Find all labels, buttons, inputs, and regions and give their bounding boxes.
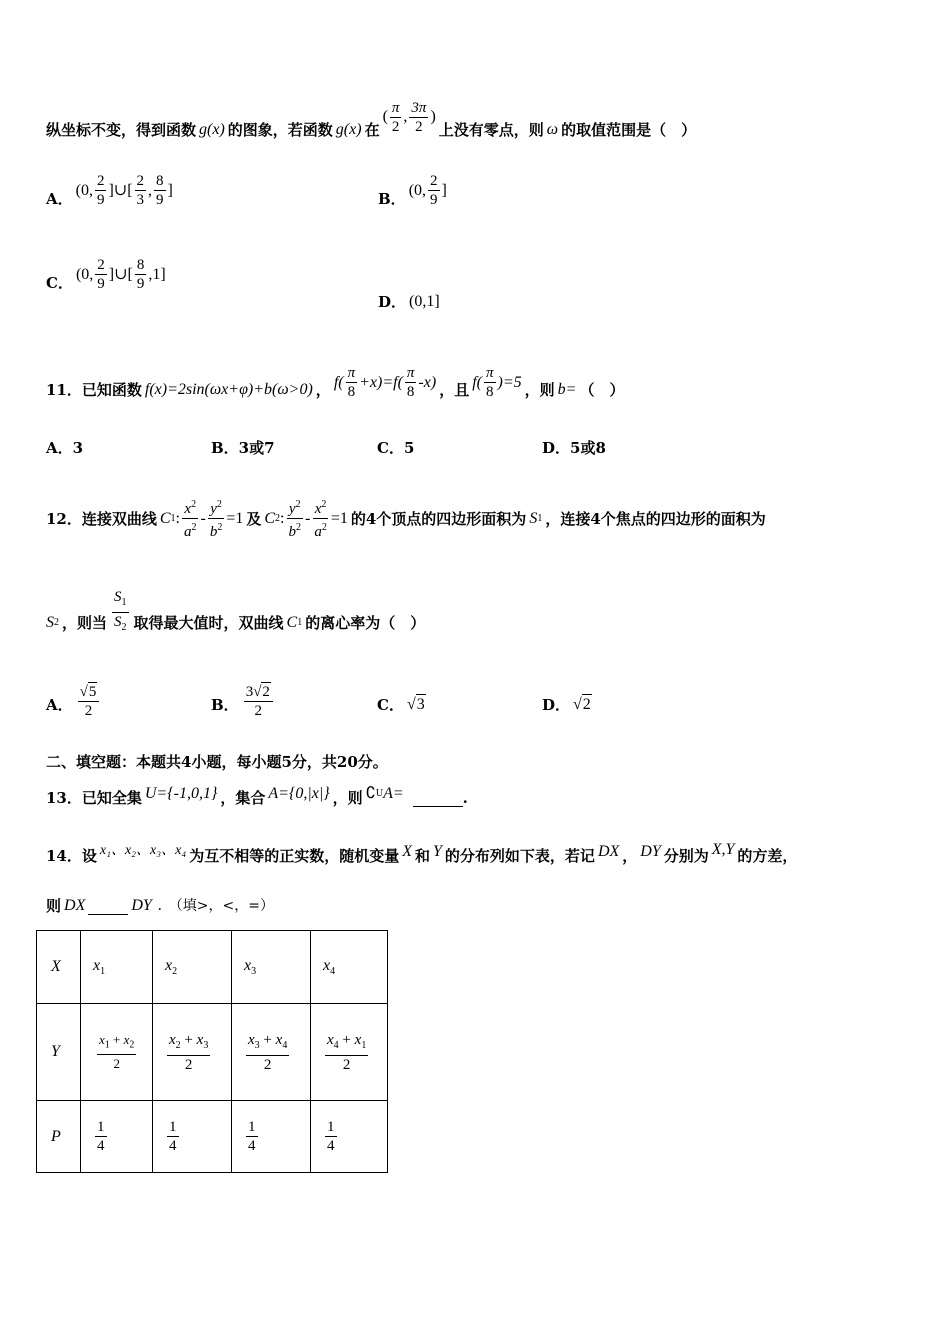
q11-option-b[interactable]: B．3或7 [211, 439, 275, 457]
q12-text-5: 的离心率为（ ） [305, 613, 426, 632]
q11-label: 11．已知函数 [46, 380, 142, 399]
q10-frac-pi-2: $\frac{\pi}{2}$ [391, 99, 400, 135]
table-row [37, 1101, 388, 1173]
q14-variables: x₁、x₂、x₃、x₄ [99, 843, 187, 858]
q12-text-4: 取得最大值时，双曲线 [133, 613, 284, 632]
option-letter: D． [378, 293, 407, 311]
option-a-math: (0, $\frac{2}{9}$ ]∪[ $\frac{2}{3}$ , $\frac{8}{9}$ ] [75, 173, 173, 208]
q13-complement: ∁ U A= [365, 785, 404, 802]
table-cell: $x_4$ [311, 931, 388, 1004]
table-header-y: Y [37, 1004, 81, 1101]
table-cell: $x_1$ [81, 931, 153, 1004]
q14-then: 则 [46, 897, 62, 915]
table-cell: $\frac{1}{4}$ [153, 1101, 232, 1173]
q11-option-a[interactable]: A．3 [46, 439, 84, 457]
q12-text-1: 的4个顶点的四边形面积为 [350, 509, 527, 528]
q12-label: 12．连接双曲线 [46, 509, 157, 528]
q14-dx: DX [597, 843, 620, 860]
option-letter: A． [46, 696, 73, 714]
q11-var-b: b= [557, 380, 577, 398]
q10-option-d[interactable] [378, 292, 443, 312]
q12-option-d[interactable] [542, 694, 595, 715]
q12-hyperbola-c1: C 1 : $\frac{x^2}{a^2}$ - $\frac{y^2}{b^2}$ =1 [160, 496, 243, 541]
q13-universal-set: U={-1,0,1} [144, 785, 218, 802]
q11-sep: ，则 [524, 380, 555, 399]
q14-dx-2: DX [64, 897, 86, 914]
q13-label: 13．已知全集 [46, 789, 142, 807]
q10-option-a[interactable] [46, 173, 176, 209]
q10-option-c[interactable] [46, 257, 169, 293]
table-row [37, 1004, 388, 1101]
q14-xy: X,Y [711, 841, 735, 858]
q14-text-5: 分别为 [663, 847, 709, 865]
q13-answer-blank[interactable] [413, 790, 463, 807]
table-cell: $x_2$ [153, 931, 232, 1004]
q12-c1: C 1 [286, 613, 303, 631]
option-letter: C． [46, 273, 73, 292]
option-d-math: (0,1] [409, 293, 440, 310]
table-cell: $\frac{x_1 + x_2}{2}$ [81, 1004, 153, 1101]
q12-text-3: ，则当 [62, 613, 108, 632]
option-c-math: √ 3 [406, 696, 425, 713]
q12-stem-line-2 [46, 589, 426, 637]
table-cell: $\frac{x_2 + x_3}{2}$ [153, 1004, 232, 1101]
q10-text-4: 上没有零点，则 [438, 121, 544, 139]
table-header-p: P [37, 1101, 81, 1173]
option-c-math: (0, $\frac{2}{9}$ ]∪[ $\frac{8}{9}$ ,1] [75, 257, 166, 292]
q14-text-1: 为互不相等的正实数，随机变量 [189, 847, 400, 865]
q14-text-3: 的分布列如下表，若记 [444, 847, 595, 865]
option-letter: B． [378, 189, 406, 208]
q11-sep: ， [315, 380, 331, 399]
q11-stem [46, 365, 625, 401]
q14-stem-line-2 [46, 896, 274, 916]
option-letter: B． [211, 696, 239, 714]
q10-text-3: 在 [364, 121, 380, 139]
q12-s1: S 1 [529, 509, 543, 527]
table-cell: $x_3$ [232, 931, 311, 1004]
table-header-x: X [37, 931, 81, 1004]
q12-s2: S 2 [46, 613, 59, 631]
q11-option-d[interactable]: D．5或8 [542, 439, 606, 457]
q12-option-c[interactable] [377, 694, 429, 715]
q11-sep: ，且 [439, 380, 470, 399]
q14-dy-2: DY [131, 897, 152, 914]
q14-text-6: 的方差， [737, 847, 798, 865]
q12-text-2: ，连接4个焦点的四边形的面积为 [545, 509, 766, 528]
q12-and: 及 [246, 509, 262, 528]
q10-stem [46, 99, 697, 140]
q14-label: 14．设 [46, 847, 97, 865]
option-letter: A． [46, 189, 73, 208]
q13-stem [46, 785, 468, 808]
q10-omega: ω [546, 121, 559, 138]
option-b-math: 3√ 2 2 [242, 682, 275, 720]
q12-option-a[interactable] [46, 684, 104, 720]
q12-ratio: $\frac{S_1}{S_2}$ [114, 589, 127, 633]
q12-stem-line-1 [46, 496, 766, 541]
option-letter: C． [377, 695, 404, 714]
q14-dy: DY [640, 843, 661, 860]
q11-symmetry: f( $\frac{\pi}{8}$ +x)=f( $\frac{\pi}{8}$ -x) [333, 365, 437, 400]
q10-text-2: 的图象，若函数 [227, 121, 333, 139]
option-b-math: (0, $\frac{2}{9}$ ] [408, 173, 447, 208]
option-letter: D． [542, 695, 571, 714]
table-cell: $\frac{x_3 + x_4}{2}$ [232, 1004, 311, 1101]
option-a-math: √ 5 2 [76, 682, 102, 720]
q11-value: f( $\frac{\pi}{8}$ )=5 [472, 365, 522, 400]
q14-text-4: ， [622, 847, 638, 865]
q14-dot: . [157, 897, 162, 914]
q11-tail: （ ） [579, 380, 625, 399]
q12-option-b[interactable] [211, 684, 278, 720]
q14-var-y: Y [433, 843, 442, 860]
table-cell: $\frac{1}{4}$ [311, 1101, 388, 1173]
q10-text-1: 纵坐标不变，得到函数 [46, 121, 197, 139]
q14-answer-blank[interactable] [88, 898, 128, 915]
q14-var-x: X [402, 843, 412, 860]
q13-text-2: ，则 [332, 789, 363, 807]
table-row [37, 931, 388, 1004]
q10-g-of-x: g(x) [199, 121, 225, 138]
q10-interval: ( $\frac{\pi}{2}$ , $\frac{3\pi}{2}$ ) [382, 99, 436, 135]
option-d-math: √ 2 [573, 696, 591, 713]
table-cell: $\frac{1}{4}$ [232, 1101, 311, 1173]
q11-function: f(x)=2sin(ωx+φ)+b(ω>0) [144, 380, 313, 398]
q10-frac-3pi-2: $\frac{3\pi}{2}$ [411, 99, 427, 135]
q10-g-of-x-2: g(x) [335, 121, 362, 138]
section-2-heading: 二、填空题：本题共4小题，每小题5分，共20分。 [46, 753, 388, 771]
q10-option-b[interactable] [378, 173, 450, 209]
q10-text-5: 的取值范围是（ ） [561, 121, 697, 139]
table-cell: $\frac{1}{4}$ [81, 1101, 153, 1173]
distribution-table [36, 930, 388, 1173]
q11-option-c[interactable]: C．5 [377, 439, 415, 457]
q13-set-a: A={0,|x|} [268, 785, 330, 802]
table-cell: $\frac{x_4 + x_1}{2}$ [311, 1004, 388, 1101]
q12-hyperbola-c2: C 2 : $\frac{y^2}{b^2}$ - $\frac{x^2}{a^2}$ =1 [264, 496, 347, 541]
q13-end: . [462, 789, 468, 807]
q14-stem-line-1 [46, 841, 798, 866]
q14-text-2: 和 [415, 847, 431, 865]
q14-hint: （填>，<，=） [168, 898, 274, 914]
q13-text-1: ，集合 [220, 789, 266, 807]
